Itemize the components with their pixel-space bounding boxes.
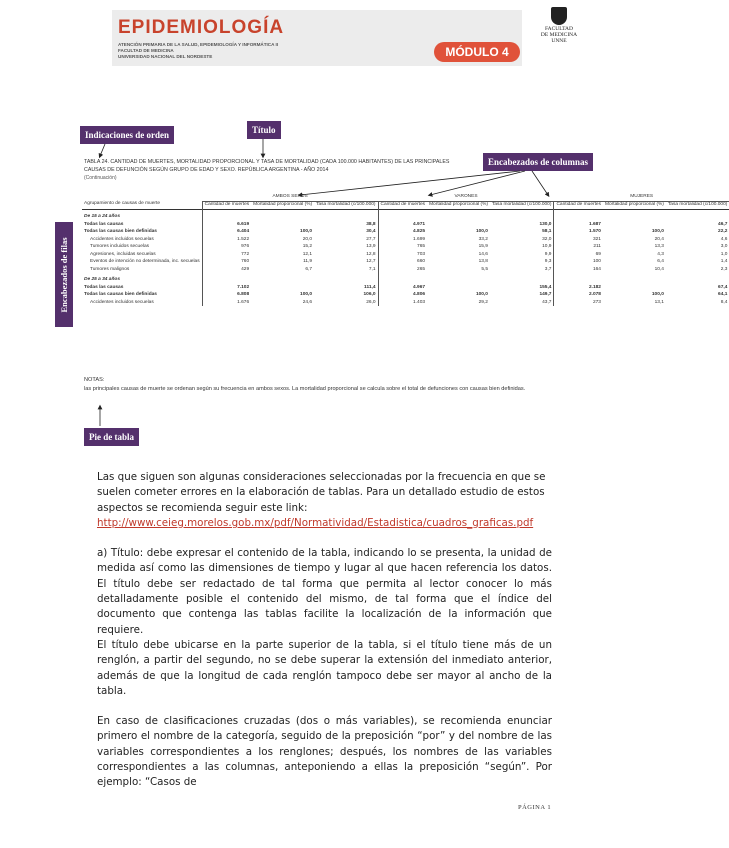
table-cell (251, 210, 314, 221)
table-cell: 13,8 (478, 259, 488, 265)
table-body (82, 210, 729, 307)
table-cell (603, 221, 666, 229)
faculty-logo-line-3: UNNE (551, 38, 567, 44)
table-cell: 24,6 (302, 299, 313, 305)
table-cell (603, 284, 666, 292)
banner-subtitle-2: FACULTAD DE MEDICINA (118, 48, 174, 53)
banner-subtitle-3: UNIVERSIDAD NACIONAL DEL NORDESTE (118, 54, 213, 59)
table-cell: 43,7 (542, 299, 552, 305)
row-label: De 25 a 34 años (84, 277, 120, 283)
col-header-2: Mortalidad proporcional (%) (253, 201, 313, 207)
table-cell: 106,0 (363, 292, 376, 298)
paragraph-a-title: a) Título: debe expresar el contenido de la tabla, indicando lo se presenta, la unidad de medida así como las dimensiones de tiempo y lugar al que hacen referencia los datos. El título debe ser redactado de tal forma que permita al lector conocer lo más detalladamente posible el contenido del mismo, de tal forma que el índice del documento que contenga las tablas facilite la localización de la información que requiere. (97, 547, 552, 636)
table-header-row (82, 201, 729, 210)
table-cell: 30,4 (366, 229, 376, 235)
table-cell: 1.676 (202, 299, 251, 307)
col-header-9: Tasa mortalidad (c/100.000) (667, 201, 728, 207)
table-cell: 13,1 (654, 299, 664, 305)
intro-paragraph: Las que siguen son algunas consideraciones seleccionadas por la frecuencia en que se suelen cometer errores en la elaboración de tablas. Para un detallado estudio de estos aspectos se recomienda seguir este link: (97, 471, 546, 514)
table-cell: 6,4 (657, 259, 664, 265)
table-row (82, 258, 729, 266)
col-header-5: Mortalidad proporcional (%) (429, 201, 488, 207)
table-cell: 4.967 (378, 284, 427, 292)
table-cell: 29,2 (478, 299, 488, 305)
table-row (82, 236, 729, 244)
group-header-ambos: AMBOS SEXOS (202, 193, 378, 201)
table-cell: 10,4 (654, 266, 664, 272)
table-cell (202, 210, 251, 221)
table-cell: 164 (554, 266, 603, 274)
row-label: Todas las causas bien definidas (84, 229, 157, 235)
table-cell: 703 (378, 251, 427, 259)
table-cell: 4.825 (378, 228, 427, 236)
table-cell (427, 284, 490, 292)
table-row (82, 284, 729, 292)
table-cell: 100,0 (475, 292, 488, 298)
table-cell: 5,5 (481, 266, 488, 272)
notes-text: las principales causas de muerte se ordenan según su frecuencia en ambos sexos. La mortalidad proporcional se calcula sobre el total de defunciones con causas bien definidas. (84, 386, 526, 392)
row-label: Todas las causas (84, 221, 124, 227)
table-row (82, 221, 729, 229)
table-cell (666, 273, 729, 284)
table-cell: 976 (202, 243, 251, 251)
table-cell: 26,0 (366, 299, 376, 305)
row-header-label: Agrupamiento de causas de muerte (84, 201, 160, 206)
table-group-row (82, 193, 729, 201)
table-cell: 100,0 (300, 292, 313, 298)
table-cell (427, 221, 490, 229)
table-row (82, 299, 729, 307)
col-header-3: Tasa mortalidad (c/100.000) (316, 201, 376, 207)
table-cell (314, 273, 378, 284)
row-label: Tumores incluidos secuelas (90, 244, 150, 250)
table-cell: 7,1 (368, 266, 376, 272)
table-cell (490, 273, 554, 284)
row-label: Todas las causas bien definidas (84, 292, 157, 298)
paragraph-cross-classification: En caso de clasificaciones cruzadas (dos o más variables), se recomienda enunciar primero el nombre de la categoría, seguido de la preposición “por” y del nombre de las variables correspondientes a los renglones; después, los nombres de las variables correspondientes a las columnas, anteponiendo a ellas la preposición “según”. Por ejemplo: “Casos de (97, 715, 552, 789)
col-header-6: Tasa mortalidad (c/100.000) (491, 201, 552, 207)
col-header-1: Cantidad de muertes (202, 201, 251, 210)
table-cell (378, 273, 427, 284)
table-cell: 660 (378, 258, 427, 266)
table-cell: 1.699 (378, 236, 427, 244)
table-cell: 760 (202, 258, 251, 266)
table-title (84, 158, 472, 182)
group-header-varones: VARONES (378, 193, 554, 201)
group-header-mujeres: MUJERES (554, 193, 729, 201)
table-cell: 3,0 (720, 244, 728, 250)
row-label: Agresiones, incluidas secuelas (90, 251, 156, 257)
table-cell: 6.619 (202, 221, 251, 229)
table-cell: 100 (554, 258, 603, 266)
arrow-indicaciones (100, 144, 105, 156)
table-row (82, 291, 729, 299)
row-label: Todas las causas (84, 284, 124, 290)
banner-subtitle-1: ATENCIÓN PRIMARIA DE LA SALUD, EPIDEMIOLOGÍA Y INFORMÁTICA II (118, 42, 279, 47)
col-header-7: Cantidad de muertes (554, 201, 603, 210)
table-cell: 4,6 (720, 236, 728, 242)
table-cell: 15,2 (302, 244, 313, 250)
table-cell: 149,7 (539, 292, 552, 298)
label-encabezados-filas-text: Encabezados de filas (59, 236, 69, 313)
table-title-text: TABLA 24. CANTIDAD DE MUERTES, MORTALIDAD PROPORCIONAL Y TASA DE MORTALIDAD (CADA 100.000 HABITANTES) DE LAS PRINCIPALES CAUSAS DE DEFUNCIÓN SEGÚN GRUPO DE EDAD Y SEXO. REPÚBLICA ARGENTINA - AÑO 2014 (84, 159, 450, 173)
col-header-4: Cantidad de muertes (378, 201, 427, 210)
table-cell: 100,0 (651, 292, 664, 298)
table-cell (378, 210, 427, 221)
table-cell: 7.102 (202, 284, 251, 292)
table-cell: 64,1 (718, 292, 728, 298)
table-cell: 1,0 (720, 251, 728, 257)
table-cell: 13,3 (654, 244, 664, 250)
row-label: Accidentes incluidos secuelas (90, 236, 154, 242)
table-cell (554, 273, 603, 284)
table-cell: 67,4 (718, 284, 728, 290)
table-cell: 4.971 (378, 221, 427, 229)
table-cell: 9,3 (544, 259, 552, 265)
table-row (82, 251, 729, 259)
table-cell: 32,0 (542, 236, 552, 242)
table-cell: 22,2 (718, 229, 728, 235)
table-cell: 1.403 (378, 299, 427, 307)
col-header-8: Mortalidad proporcional (%) (604, 201, 664, 207)
table-cell: 211 (554, 243, 603, 251)
table-row (82, 243, 729, 251)
faculty-logo-line-2: DE MEDICINA (540, 32, 578, 38)
notes-title: NOTAS: (84, 377, 105, 383)
table-cell (251, 273, 314, 284)
table-cell: 58,1 (542, 229, 552, 235)
label-encabezados-columnas: Encabezados de columnas (483, 153, 593, 171)
label-indicaciones: Indicaciones de orden (80, 126, 174, 144)
table-cell: 8,4 (720, 299, 728, 305)
reference-link[interactable]: http://www.ceieg.morelos.gob.mx/pdf/Normatividad/Estadistica/cuadros_graficas.pdf (97, 516, 534, 529)
table-cell (554, 210, 603, 221)
table-cell: 111,4 (364, 284, 376, 290)
table-cell: 12,8 (366, 251, 376, 257)
table-cell: 2.078 (554, 291, 603, 299)
table-cell: 13,9 (366, 244, 376, 250)
table-cell: 38,8 (366, 221, 376, 227)
table-cell: 12,7 (366, 259, 376, 265)
page-number: PÁGINA 1 (518, 804, 552, 811)
course-title: EPIDEMIOLOGÍA (118, 17, 285, 38)
table-cell (202, 273, 251, 284)
table-cell: 10,9 (542, 244, 552, 250)
table-cell: 429 (202, 266, 251, 274)
table-cell: 772 (202, 251, 251, 259)
table-cell: 6,7 (305, 266, 313, 272)
table-row (82, 266, 729, 274)
table-cell: 1.687 (554, 221, 603, 229)
table-title-note: (Continuación) (84, 175, 117, 181)
table-cell: 20,4 (654, 236, 664, 242)
table-cell (603, 273, 666, 284)
table-cell: 100,0 (300, 229, 313, 235)
table-row (82, 210, 729, 221)
table-cell (603, 210, 666, 221)
label-titulo: Título (247, 121, 281, 139)
table-cell: 265 (378, 266, 427, 274)
table-cell: 100,0 (475, 229, 488, 235)
table-cell: 14,6 (478, 251, 488, 257)
table-cell: 273 (554, 299, 603, 307)
table-cell: 27,7 (366, 236, 376, 242)
table-cell: 6.404 (202, 228, 251, 236)
table-cell: 2.182 (554, 284, 603, 292)
mortality-table (82, 193, 729, 306)
table-cell: 20,0 (302, 236, 313, 242)
row-label: De 15 a 24 años (84, 214, 120, 220)
table-cell (427, 210, 490, 221)
table-cell (251, 221, 314, 229)
table-cell: 11,9 (303, 259, 313, 265)
arrow-col-3 (532, 171, 548, 195)
table-cell (666, 210, 729, 221)
faculty-logo-line-1: FACULTAD (545, 26, 573, 32)
table-cell: 9,9 (544, 251, 552, 257)
table-cell: 155,4 (539, 284, 552, 290)
table-cell: 1.570 (554, 228, 603, 236)
row-label: Accidentes incluidos secuelas (90, 299, 154, 305)
table-cell: 15,9 (478, 244, 488, 250)
table-cell (251, 284, 314, 292)
label-pie-tabla: Pie de tabla (84, 428, 139, 446)
table-cell: 3,7 (544, 266, 552, 272)
table-cell: 1,4 (720, 259, 728, 265)
table-cell: 130,0 (539, 221, 552, 227)
row-label: Tumores malignos (90, 266, 130, 272)
table-cell: 4,3 (657, 251, 664, 257)
paragraph-a-location: El título debe ubicarse en la parte superior de la tabla, si el título tiene más de un renglón, a partir del segundo, no se debe superar la extensión del inmediato anterior, además de que la longitud de cada renglón tampoco debe ser mayor al ancho de la tabla. (97, 638, 552, 697)
table-cell: 12,1 (302, 251, 313, 257)
row-label: Eventos de intención no determinada, inc. secuelas (90, 259, 200, 265)
table-cell: 69 (554, 251, 603, 259)
table-cell: 33,2 (478, 236, 488, 242)
table-cell: 46,7 (718, 221, 728, 227)
table-cell: 765 (378, 243, 427, 251)
table-cell (427, 273, 490, 284)
table-cell (490, 210, 554, 221)
table-cell (314, 210, 378, 221)
body-text (97, 470, 552, 791)
table-cell: 321 (554, 236, 603, 244)
table-row (82, 228, 729, 236)
table-cell: 1.522 (202, 236, 251, 244)
table-cell: 6.808 (202, 291, 251, 299)
table-cell: 2,3 (720, 266, 728, 272)
table-notes (84, 376, 554, 394)
table-cell: 100,0 (651, 229, 664, 235)
table-cell: 4.806 (378, 291, 427, 299)
module-badge: MÓDULO 4 (434, 42, 520, 62)
table-row (82, 273, 729, 284)
